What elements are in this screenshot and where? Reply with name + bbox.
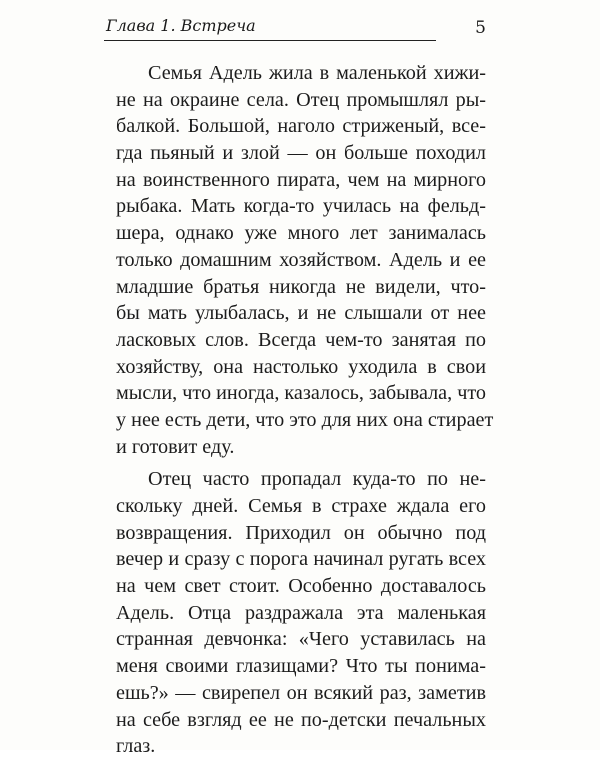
- paragraph: [116, 466, 486, 760]
- text-line: балкой. Большой, наголо стриженый, все-: [116, 115, 486, 138]
- text-line: не на окраине села. Отец промышлял ры-: [116, 88, 486, 111]
- text-line: на себе взгляд ее не по-детски печальных: [116, 708, 486, 731]
- text-line: ешь?» — свирепел он всякий раз, заметив: [116, 681, 486, 704]
- text-line: глаз.: [116, 735, 156, 758]
- text-line: у нее есть дети, что это для них она стирает: [116, 408, 494, 431]
- text-line: и готовит еду.: [116, 435, 235, 458]
- text-line: на воинственного пирата, чем на мирного: [116, 168, 486, 191]
- header-rule: [104, 40, 436, 41]
- text-line: скольку дней. Семья в страхе ждала его: [116, 495, 486, 517]
- text-line: рыбака. Мать когда-то училась на фельд-: [116, 195, 486, 218]
- text-line: меня своими глазищами? Что ты понима-: [116, 655, 486, 678]
- text-line: гда пьяный и злой — он больше походил: [116, 142, 486, 165]
- body-text: [116, 60, 494, 760]
- text-line: возвращения. Приходил он обычно под: [116, 521, 486, 544]
- text-line: Семья Адель жила в маленькой хижи-: [148, 62, 486, 84]
- chapter-title: Глава 1. Встреча: [106, 16, 256, 35]
- text-line: Адель. Отца раздражала эта маленькая: [116, 601, 486, 624]
- paragraph: [116, 60, 494, 460]
- text-line: мысли, что иногда, казалось, забывала, что: [116, 382, 487, 405]
- text-line: шера, однако уже много лет занималась: [116, 222, 486, 245]
- text-line: на чем свет стоит. Особенно доставалось: [116, 575, 486, 598]
- text-line: хозяйству, она настолько уходила в свои: [116, 355, 486, 378]
- text-line: странная девчонка: «Чего уставилась на: [116, 628, 486, 651]
- text-line: ласковых слов. Всегда чем-то занятая по: [116, 328, 486, 351]
- text-line: Отец часто пропадал куда-то по не-: [148, 468, 486, 491]
- text-line: бы мать улыбалась, и не слышали от нее: [116, 302, 486, 325]
- text-line: вечер и сразу с порога начинал ругать всех: [116, 548, 486, 571]
- text-line: младшие братья никогда не видели, что-: [116, 275, 486, 298]
- page-number: 5: [475, 18, 486, 38]
- running-head: [104, 14, 486, 40]
- text-line: только домашним хозяйством. Адель и ее: [116, 248, 486, 271]
